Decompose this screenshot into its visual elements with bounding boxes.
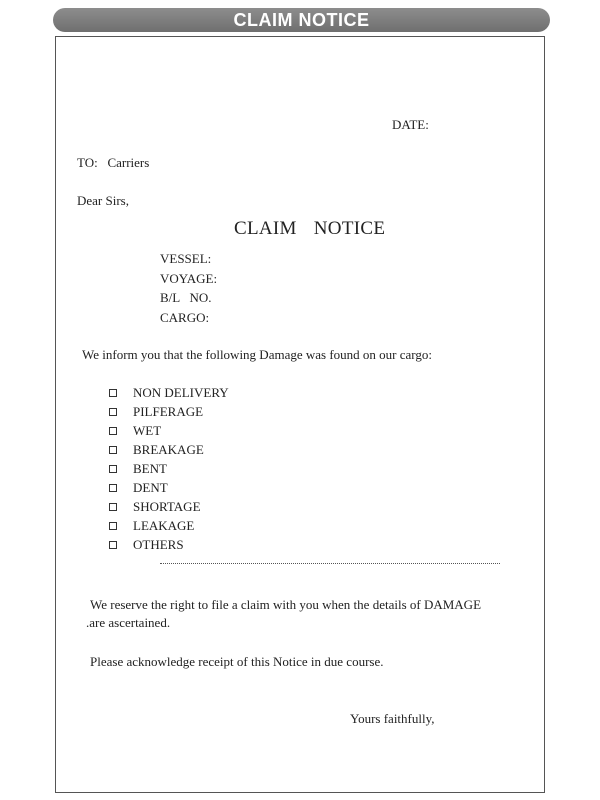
dotted-fill-line <box>160 563 500 564</box>
option-label: BREAKAGE <box>133 442 204 457</box>
checkbox[interactable] <box>109 408 117 416</box>
option-breakage <box>109 440 229 459</box>
option-label: PILFERAGE <box>133 404 204 419</box>
option-label: OTHERS <box>133 537 184 552</box>
title-banner <box>53 8 550 32</box>
option-leakage <box>109 516 229 535</box>
checkbox[interactable] <box>109 541 117 549</box>
option-label: SHORTAGE <box>133 499 201 514</box>
damage-options-list <box>109 383 229 554</box>
checkbox[interactable] <box>109 484 117 492</box>
option-shortage <box>109 497 229 516</box>
option-dent <box>109 478 229 497</box>
option-others <box>109 535 229 554</box>
checkbox[interactable] <box>109 446 117 454</box>
notice-heading: CLAIM NOTICE <box>234 218 386 239</box>
field-bl-no: B/L NO. <box>160 290 212 305</box>
option-label: WET <box>133 423 162 438</box>
checkbox[interactable] <box>109 427 117 435</box>
option-pilferage <box>109 402 229 421</box>
to-line: TO: Carriers <box>77 155 150 170</box>
banner-title: CLAIM NOTICE <box>233 9 370 30</box>
checkbox[interactable] <box>109 522 117 530</box>
reserve-line-1: We reserve the right to file a claim with you when the details of DAMAGE <box>90 597 482 612</box>
closing-line: Yours faithfully, <box>350 711 435 726</box>
field-vessel: VESSEL: <box>160 251 212 266</box>
option-label: NON DELIVERY <box>133 385 229 400</box>
checkbox[interactable] <box>109 465 117 473</box>
reserve-line-2: .are ascertained. <box>86 615 171 630</box>
shipment-fields <box>160 249 217 327</box>
inform-line: We inform you that the following Damage was found on our cargo: <box>82 347 432 362</box>
option-non-delivery <box>109 383 229 402</box>
option-label: BENT <box>133 461 167 476</box>
option-label: LEAKAGE <box>133 518 195 533</box>
field-voyage: VOYAGE: <box>160 270 218 286</box>
salutation: Dear Sirs, <box>77 193 129 208</box>
option-bent <box>109 459 229 478</box>
acknowledge-line: Please acknowledge receipt of this Notice in due course. <box>90 654 384 669</box>
date-label: DATE: <box>392 117 429 132</box>
option-label: DENT <box>133 480 168 495</box>
checkbox[interactable] <box>109 503 117 511</box>
checkbox[interactable] <box>109 389 117 397</box>
field-cargo: CARGO: <box>160 309 210 325</box>
option-wet <box>109 421 229 440</box>
